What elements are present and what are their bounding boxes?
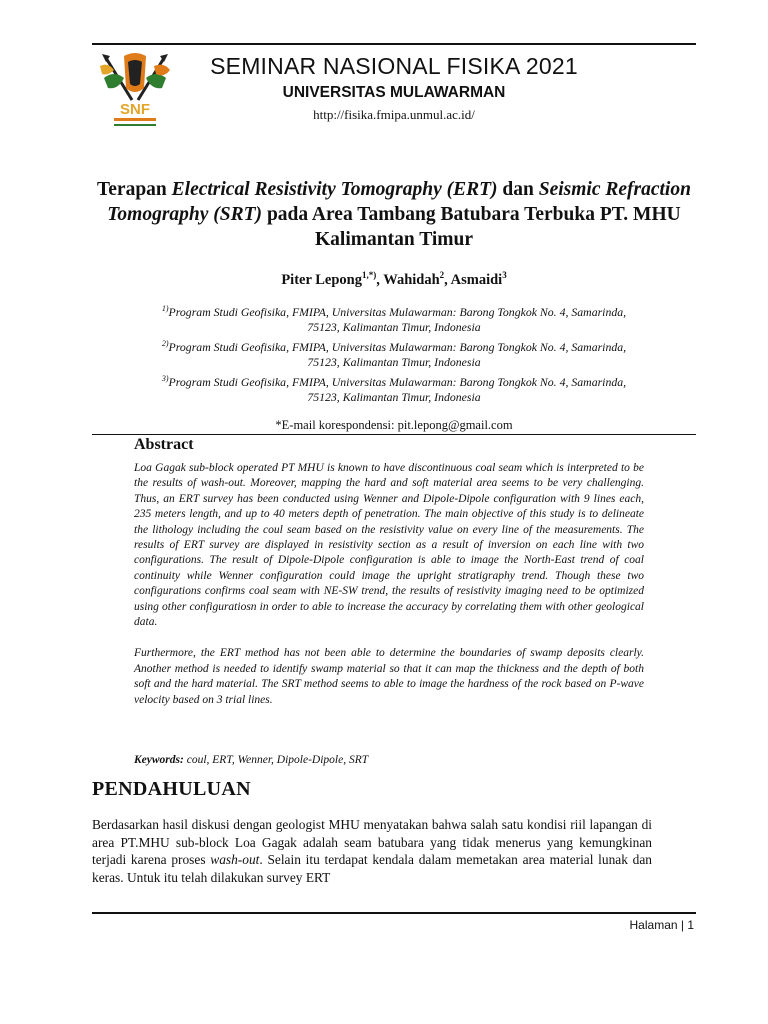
title-part-italic: Electrical Resistivity Tomography (ERT) <box>171 179 498 200</box>
author-sup: 3 <box>502 270 507 280</box>
logo-text: SNF <box>120 101 150 118</box>
affiliation <box>100 301 688 336</box>
affiliation-line: Program Studi Geofisika, FMIPA, Universitas Mulawarman: Barong Tongkok No. 4, Samarinda, <box>168 304 627 319</box>
affiliation-sup: 3) <box>161 373 169 383</box>
section-heading: PENDAHULUAN <box>92 778 251 800</box>
author-name: , Asmaidi <box>444 271 503 288</box>
page-number: Halaman | 1 <box>629 918 694 932</box>
keywords-list: coul, ERT, Wenner, Dipole-Dipole, SRT <box>183 754 369 766</box>
footer-rule <box>92 912 696 914</box>
paper-title <box>96 177 692 252</box>
affiliation-line: Program Studi Geofisika, FMIPA, Universitas Mulawarman: Barong Tongkok No. 4, Samarinda, <box>168 339 627 354</box>
affiliation <box>100 371 688 406</box>
affiliation-line: Program Studi Geofisika, FMIPA, Universitas Mulawarman: Barong Tongkok No. 4, Samarinda, <box>168 374 627 389</box>
affiliation-sup: 1) <box>161 304 169 313</box>
affiliation <box>100 336 688 371</box>
title-part: pada Area Tambang Batubara Terbuka PT. MHU Kalimantan Timur <box>262 204 681 250</box>
author-name: , Wahidah <box>376 271 440 288</box>
abstract-paragraph: Furthermore, the ERT method has not been able to determine the boundaries of swamp deposits clearly. Another method is needed to identify swamp material so that it can map the thickness and the depth of both soft and the hard material. The SRT method seems to able to image the hardness of the rock based on P-wave velocity based on 3 trial lines. <box>134 647 644 706</box>
author-sup: 1,*) <box>362 270 377 280</box>
university-name: UNIVERSITAS MULAWARMAN <box>282 84 506 101</box>
affiliation-line: 75123, Kalimantan Timur, Indonesia <box>307 320 481 335</box>
keywords-label: Keywords: <box>134 754 184 766</box>
author-list <box>96 270 692 289</box>
section-body <box>92 816 652 886</box>
body-text: . Selain itu terdapat kendala dalam memetakan area material lunak dan keras. Untuk itu telah dilakukan survey ERT <box>92 852 652 885</box>
affiliation-line: 75123, Kalimantan Timur, Indonesia <box>307 390 481 405</box>
header-rule <box>92 43 696 45</box>
affiliation-line: 75123, Kalimantan Timur, Indonesia <box>307 355 481 370</box>
author-sup: 2 <box>439 270 445 280</box>
title-part: dan <box>497 179 539 200</box>
title-part: Terapan <box>97 179 172 200</box>
seminar-url[interactable]: http://fisika.fmipa.unmul.ac.id/ <box>313 107 475 122</box>
abstract-paragraph: Loa Gagak sub-block operated PT MHU is known to have discontinuous coal seam which is interpreted to be the results of wash-out. Moreover, mapping the hard and soft material area seems to be very challenging. Thus, an ERT survey has been conducted using Wenner and Dipole-Dipole configuration with 9 lines each, 235 meters length, and up to 40 meters depth of penetration. The main objective of this study is to delineate the lithology including the coul seam based on the resistivity value on every line of the measurements. The results of ERT survey are displayed in resistivity section as a result of inversion on each line with two configurations. The result of Dipole-Dipole configuration is able to image the North-East trend of coal continuity while Wenner configuration could image the upright stratigraphy trend. Though these two configurations confirms coal seam with NE-SW trend, the results of resistivity imaging need to be optimized using other configuratiosn in order to able to increase the accuracy by correlating them with other geological data. <box>134 462 644 629</box>
body-text-italic: wash-out <box>210 852 260 868</box>
affiliation-sup: 2) <box>161 338 169 348</box>
abstract-body <box>134 461 644 724</box>
abstract-heading: Abstract <box>134 436 194 453</box>
keywords <box>134 754 368 766</box>
title-part-italic: Seismic Refraction Tomography (SRT) <box>107 179 691 225</box>
seminar-title: SEMINAR NASIONAL FISIKA 2021 <box>210 53 578 79</box>
body-text: Berdasarkan hasil diskusi dengan geologist MHU menyatakan bahwa salah satu kondisi riil lapangan di area PT.MHU sub-block Loa Gagak adalah seam batubara yang tidak menerus yang kemungkinan terjadi karena proses <box>92 817 652 868</box>
abstract-rule <box>92 434 696 435</box>
affiliation-list <box>100 301 688 406</box>
correspondence-email: *E-mail korespondensi: pit.lepong@gmail.com <box>275 418 513 432</box>
author-name: Piter Lepong <box>281 271 362 288</box>
